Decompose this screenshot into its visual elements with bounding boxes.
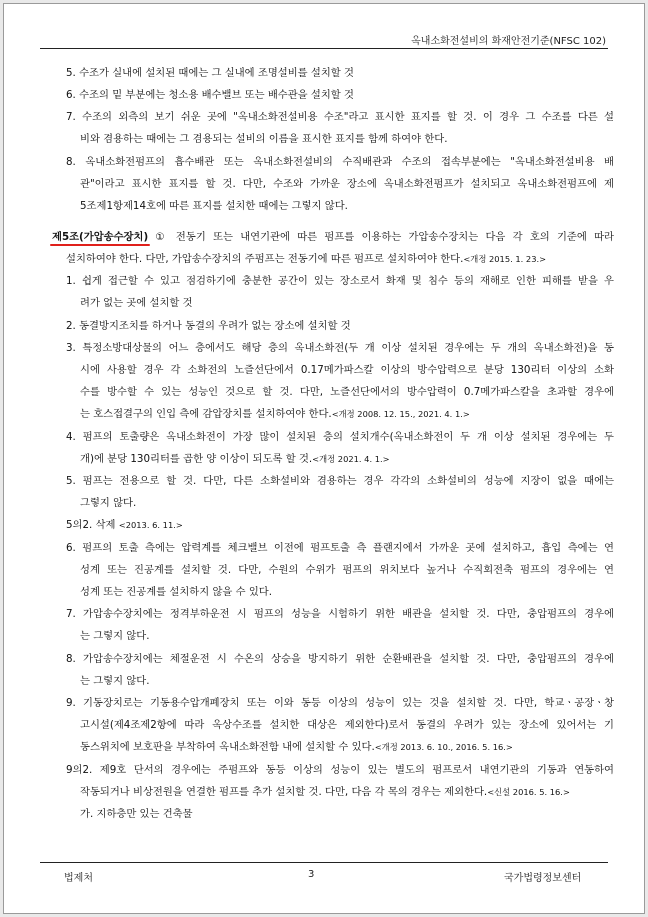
line-text: 7. 수조의 외측의 보기 쉬운 곳에 "옥내소화전설비용 수조"라고 표시한 표지를 할 것. 이 경우 그 수조를 다른 설 [66, 111, 614, 123]
amendment-note: <개정 2008. 12. 15., 2021. 4. 1.> [331, 409, 470, 419]
line-text: 설치하여야 한다. 다만, 가압송수장치의 주펌프는 전동기에 따른 펌프로 설치하여야 한다. [66, 253, 464, 265]
text-line [66, 88, 354, 102]
text-line [80, 363, 614, 377]
line-text: 는 호스접결구의 인입 측에 감압장치를 설치하여야 한다. [80, 408, 332, 420]
line-text: 5. 펌프는 전용으로 할 것. 다만, 다른 소화설비와 겸용하는 경우 각각의 소화설비의 성능에 지장이 없을 때에는 [66, 475, 614, 487]
text-line [80, 740, 513, 754]
text-line [80, 674, 150, 688]
line-text: 작동되거나 비상전원을 연결한 펌프를 추가 설치할 것. 다만, 다음 각 목의 경우는 제외한다. [80, 786, 488, 798]
text-line [80, 296, 193, 310]
line-text: 9. 기동장치로는 기동용수압개폐장치 또는 이와 동등 이상의 성능이 있는 것을 설치할 것. 다만, 학교ㆍ공장ㆍ창 [66, 697, 614, 709]
text-line [66, 252, 546, 266]
text-line [80, 452, 390, 466]
footer-source: 국가법령정보센터 [504, 873, 582, 884]
text-line [80, 585, 272, 599]
line-text: 5의2. 삭제 [66, 519, 119, 531]
line-text: 8. 가압송수장치에는 체절운전 시 수온의 상승을 방지하기 위한 순환배관을 설치할 것. 다만, 충압펌프의 경우에 [66, 653, 614, 665]
text-line [80, 785, 570, 799]
line-text: 개)에 분당 130리터를 곱한 양 이상이 되도록 할 것. [80, 453, 313, 465]
amendment-note: <신설 2016. 5. 16.> [487, 787, 570, 797]
text-line [66, 763, 614, 777]
line-text: 그렇지 않다. [80, 497, 137, 509]
line-text: 성계 또는 진공계를 설치하지 않을 수 있다. [80, 586, 273, 598]
line-text: 려가 없는 곳에 설치할 것 [80, 297, 193, 309]
line-text: 2. 동결방지조치를 하거나 동결의 우려가 없는 장소에 설치할 것 [66, 320, 351, 332]
text-line [80, 496, 136, 510]
text-line [66, 110, 614, 124]
amendment-note: <2013. 6. 11.> [118, 520, 183, 530]
line-text: 7. 가압송수장치에는 정격부하운전 시 펌프의 성능을 시험하기 위한 배관을 설치할 것. 다만, 충압펌프의 경우에 [66, 608, 614, 620]
line-text: 수를 방수할 수 있는 성능인 것으로 할 것. 다만, 노즐선단에서의 방수압력이 0.7메가파스칼을 초과할 경우에 [80, 386, 614, 398]
document-page [3, 3, 645, 914]
footer-divider [40, 862, 608, 863]
text-line [80, 385, 614, 399]
text-line [66, 696, 614, 710]
text-line [66, 541, 614, 555]
line-text: 6. 수조의 밑 부분에는 청소용 배수밸브 또는 배수관을 설치할 것 [66, 89, 354, 101]
text-line [80, 629, 150, 643]
text-line [66, 518, 183, 532]
article-title: 제5조(가압송수장치) [52, 231, 148, 243]
line-text: 동스위치에 보호판을 부착하여 옥내소화전함 내에 설치할 수 있다. [80, 741, 375, 753]
line-text: 고시설(제4조제2항에 따라 옥상수조를 설치한 대상은 제외한다)로서 동결의 우려가 있는 장소에 있어서는 기 [80, 719, 614, 731]
line-text: 8. 옥내소화전펌프의 흡수배관 또는 옥내소화전설비의 수직배관과 수조의 접속부분에는 "옥내소화전설비용 배 [66, 156, 614, 168]
text-line [80, 563, 614, 577]
article-heading-line [52, 230, 614, 244]
header-divider [40, 48, 608, 49]
line-text: 성계 또는 진공계를 설치할 것. 다만, 수원의 수위가 펌프의 위치보다 높거나 수직회전축 펌프의 경우에는 연 [80, 564, 614, 576]
line-text: 3. 특정소방대상물의 어느 층에서도 해당 층의 옥내소화전(두 개 이상 설치된 경우에는 두 개의 옥내소화전)을 동 [66, 342, 614, 354]
line-text: 가. 지하층만 있는 건축물 [80, 808, 193, 820]
line-text: 관"이라고 표시한 표지를 할 것. 다만, 수조와 가까운 장소에 옥내소화전펌프가 설치되고 옥내소화전펌프에 제 [80, 178, 614, 190]
text-line [66, 430, 614, 444]
line-text: 4. 펌프의 토출량은 옥내소화전이 가장 많이 설치된 층의 설치개수(옥내소화전이 두 개 이상 설치된 경우에는 두 [66, 431, 614, 443]
amendment-note: <개정 2015. 1. 23.> [463, 254, 547, 264]
line-text: ① 전동기 또는 내연기관에 따른 펌프를 이용하는 가압송수장치는 다음 각 호의 기준에 따라 [148, 231, 614, 243]
text-line [80, 177, 614, 191]
line-text: 는 그렇지 않다. [80, 675, 150, 687]
line-text: 6. 펌프의 토출 측에는 압력계를 체크밸브 이전에 펌프토출 측 플랜지에서 가까운 곳에 설치하고, 흡입 측에는 연 [66, 542, 614, 554]
amendment-note: <개정 2021. 4. 1.> [312, 454, 390, 464]
page-number: 3 [308, 869, 315, 880]
text-line [80, 807, 193, 821]
line-text: 5조제1항제14호에 따른 표지를 설치한 때에는 그렇지 않다. [80, 200, 348, 212]
amendment-note: <개정 2013. 6. 10., 2016. 5. 16.> [374, 742, 513, 752]
text-line [66, 66, 354, 80]
line-text: 1. 쉽게 접근할 수 있고 점검하기에 충분한 공간이 있는 장소로서 화재 및 침수 등의 재해로 인한 피해를 받을 우 [66, 275, 614, 287]
text-line [80, 718, 614, 732]
text-line [80, 199, 348, 213]
line-text: 시에 사용할 경우 각 소화전의 노즐선단에서 0.17메가파스칼 이상의 방수압력으로 분당 130리터 이상의 소화 [80, 364, 614, 376]
text-line [66, 341, 614, 355]
line-text: 는 그렇지 않다. [80, 630, 150, 642]
text-line [66, 319, 351, 333]
text-line [80, 407, 470, 421]
text-line [66, 607, 614, 621]
text-line [66, 652, 614, 666]
text-line [66, 155, 614, 169]
line-text: 9의2. 제9호 단서의 경우에는 주펌프와 동등 이상의 성능이 있는 별도의 펌프로서 내연기관의 기동과 연동하여 [66, 764, 614, 776]
header-title: 옥내소화전설비의 화재안전기준(NFSC 102) [411, 36, 606, 47]
text-line [80, 132, 448, 146]
line-text: 5. 수조가 실내에 설치된 때에는 그 실내에 조명설비를 설치할 것 [66, 67, 354, 79]
text-line [66, 474, 614, 488]
line-text: 비와 겸용하는 때에는 그 겸용되는 설비의 이름을 표시한 표지를 함께 하여야 한다. [80, 133, 448, 145]
text-line [66, 274, 614, 288]
red-underline-mark [50, 244, 150, 246]
footer-publisher: 법제처 [64, 873, 93, 884]
